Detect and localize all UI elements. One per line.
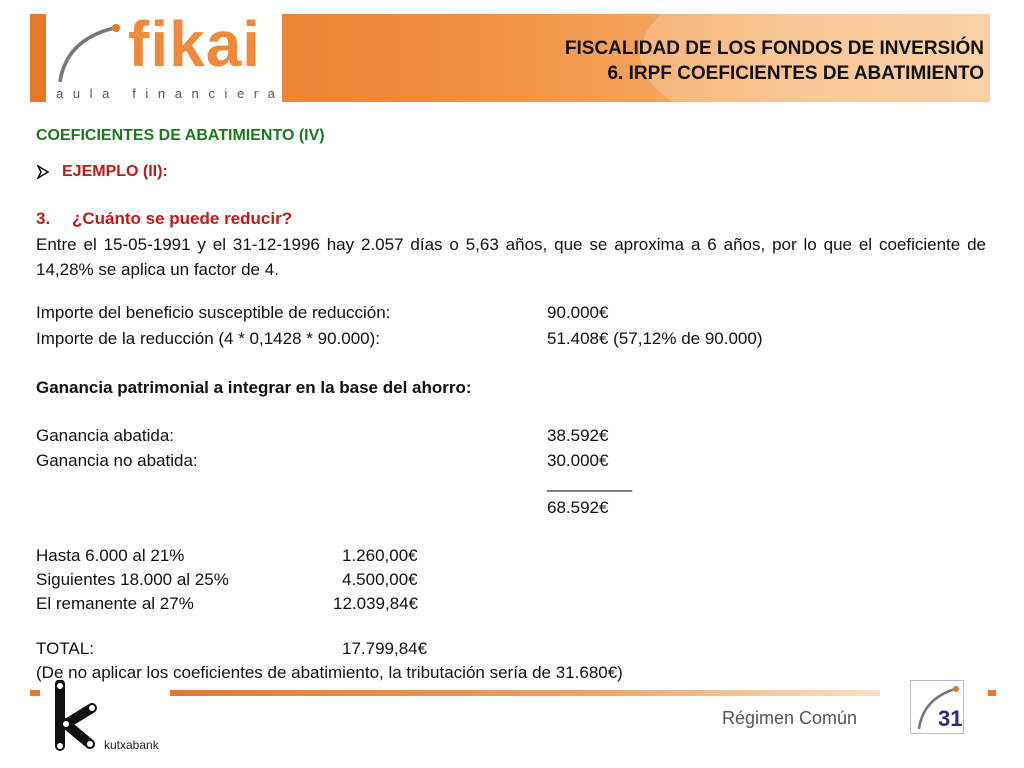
gain-label-2: Ganancia no abatida: <box>36 451 198 470</box>
bank-name: kutxabank <box>104 738 159 752</box>
example-label: EJEMPLO (II): <box>62 163 168 180</box>
total-value: 17.799,84€ <box>342 639 428 658</box>
example-heading <box>36 163 168 181</box>
reduction-label-2: Importe de la reducción (4 * 0,1428 * 90.000): <box>36 329 380 348</box>
bracket-value-2: 4.500,00€ <box>342 570 418 589</box>
bracket-label-1: Hasta 6.000 al 21% <box>36 546 185 565</box>
gain-heading: Ganancia patrimonial a integrar en la base del ahorro: <box>36 378 472 397</box>
question-text: ¿Cuánto se puede reducir? <box>72 209 293 228</box>
bracket-label-2: Siguientes 18.000 al 25% <box>36 570 229 589</box>
logo-subtitle: aula financiera <box>56 86 285 101</box>
kutxabank-logo-icon <box>52 680 102 752</box>
logo-wordmark: fikai <box>128 8 262 80</box>
reduction-value-1: 90.000€ <box>547 303 609 322</box>
reduction-label-1: Importe del beneficio susceptible de reducción: <box>36 303 391 322</box>
bracket-value-1: 1.260,00€ <box>342 546 418 565</box>
gain-value-2: 30.000€ <box>547 451 609 470</box>
gain-value-1: 38.592€ <box>547 426 609 445</box>
footnote: (De no aplicar los coeficientes de abatimiento, la tributación sería de 31.680€) <box>36 663 623 682</box>
footer-accent-right <box>988 690 996 696</box>
regime-label: Régimen Común <box>722 708 858 728</box>
title-line-1: FISCALIDAD DE LOS FONDOS DE INVERSIÓN <box>564 38 984 59</box>
page-number: 31 <box>938 706 963 731</box>
sum-separator: _________ <box>547 473 633 492</box>
logo-accent-bar <box>30 14 46 102</box>
page-title <box>565 36 984 86</box>
gain-total: 68.592€ <box>547 498 609 517</box>
title-line-2: 6. IRPF COEFICIENTES DE ABATIMIENTO <box>607 63 984 84</box>
total-label: TOTAL: <box>36 639 94 658</box>
arrow-bullet-icon <box>36 165 50 179</box>
reduction-value-2: 51.408€ (57,12% de 90.000) <box>547 329 763 348</box>
fikai-arc-icon <box>56 22 126 84</box>
explanation-paragraph: Entre el 15-05-1991 y el 31-12-1996 hay 2.057 días o 5,63 años, que se aproxima a 6 años, por lo que el coeficiente de 14,28% se aplica un factor de 4. <box>36 235 986 279</box>
question-number: 3. <box>36 209 51 228</box>
footer-rule <box>170 690 880 696</box>
bracket-label-3: El remanente al 27% <box>36 594 194 613</box>
bracket-value-3: 12.039,84€ <box>333 594 419 613</box>
gain-label-1: Ganancia abatida: <box>36 426 174 445</box>
footer-accent-left <box>30 690 40 696</box>
question <box>36 209 292 229</box>
section-title: COEFICIENTES DE ABATIMIENTO (IV) <box>36 127 325 144</box>
